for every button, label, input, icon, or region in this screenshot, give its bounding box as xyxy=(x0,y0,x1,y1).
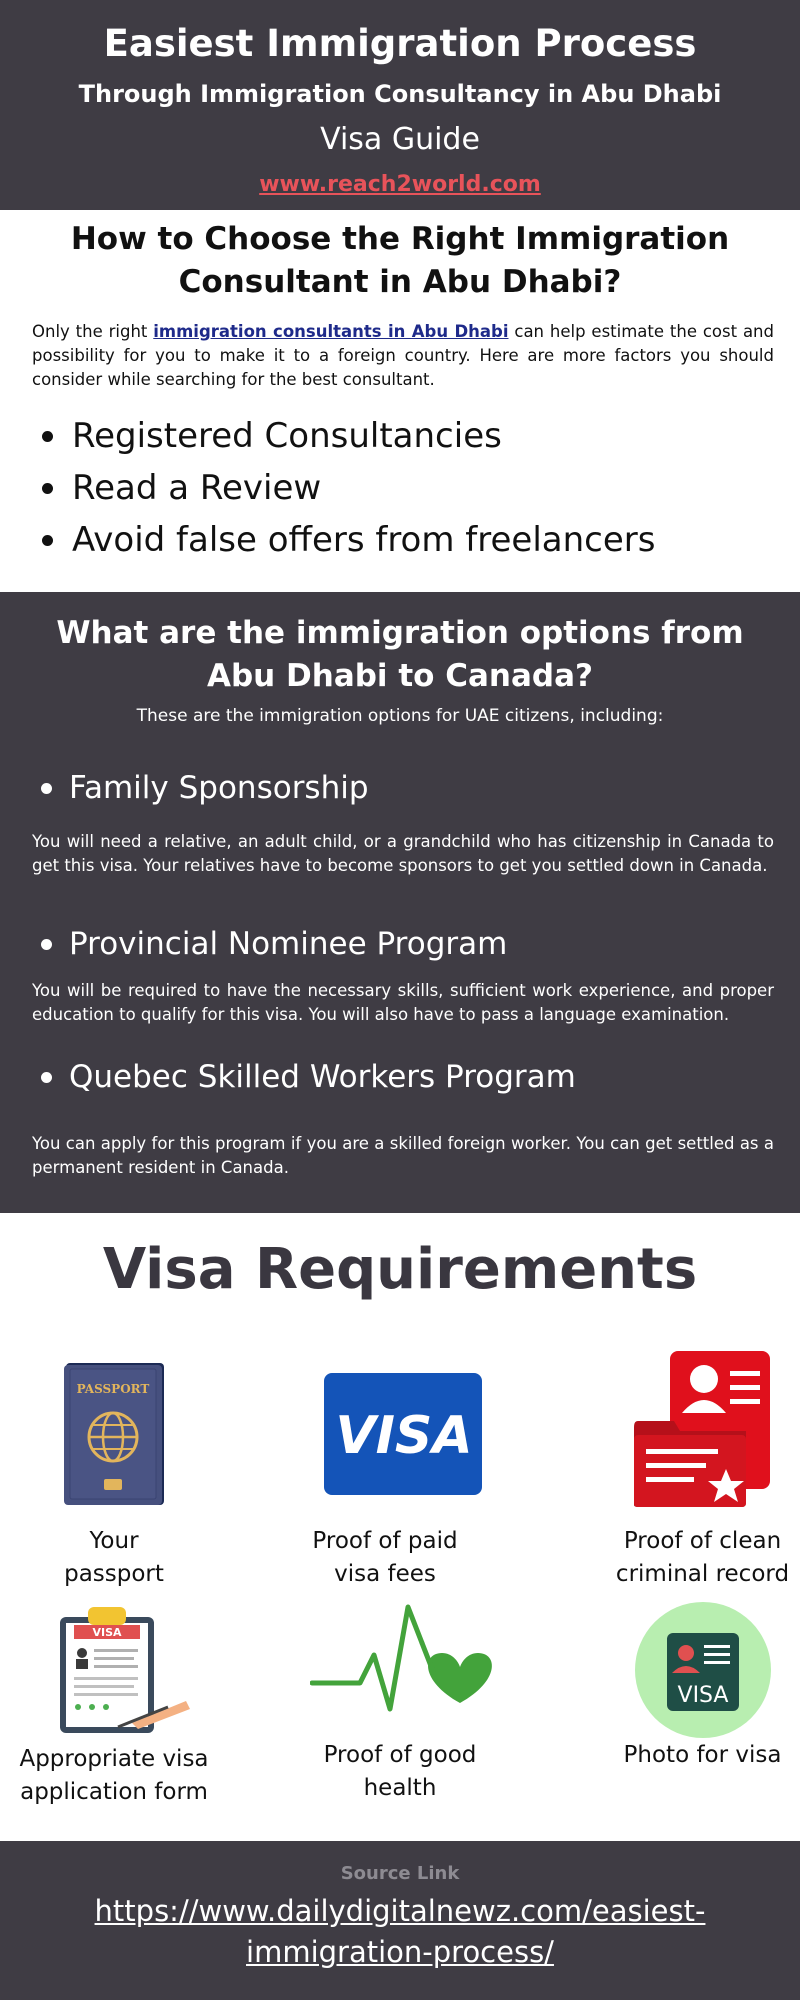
caption-line: criminal record xyxy=(615,1561,790,1587)
visa-photo-icon xyxy=(634,1601,772,1743)
visa-tag-label: VISA xyxy=(92,1626,122,1639)
visa-card-label: VISA xyxy=(335,1406,473,1466)
criminal-record-icon xyxy=(634,1349,774,1513)
page-title: Easiest Immigration Process xyxy=(103,22,697,65)
factor-label: Registered Consultancies xyxy=(72,416,502,456)
caption-line: passport xyxy=(64,1561,164,1587)
requirement-visa-fees-caption xyxy=(270,1525,500,1591)
option-provincial-nominee xyxy=(32,926,507,962)
choose-consultant-paragraph xyxy=(32,320,774,392)
bullet-icon xyxy=(42,483,53,494)
requirement-health-caption xyxy=(285,1739,515,1805)
consultants-link[interactable]: immigration consultants in Abu Dhabi xyxy=(153,322,509,341)
requirements-heading: Visa Requirements xyxy=(102,1237,698,1302)
guide-label: Visa Guide xyxy=(320,122,480,157)
factors-list xyxy=(32,410,655,566)
caption-line: visa fees xyxy=(334,1561,436,1587)
bullet-icon xyxy=(41,939,52,950)
factor-label: Avoid false offers from freelancers xyxy=(72,520,656,560)
para-text-before: Only the right xyxy=(32,322,154,341)
choose-consultant-section xyxy=(0,210,800,592)
bullet-icon xyxy=(41,783,52,794)
immigration-options-section xyxy=(0,592,800,1213)
website-link[interactable]: www.reach2world.com xyxy=(259,172,541,197)
factor-label: Read a Review xyxy=(72,468,322,508)
page-subtitle: Through Immigration Consultancy in Abu Dhabi xyxy=(78,80,722,108)
header-banner xyxy=(0,0,800,210)
caption-line: Your xyxy=(89,1528,139,1554)
list-item xyxy=(32,410,655,462)
requirement-passport-caption xyxy=(0,1525,228,1591)
caption-line: Proof of good xyxy=(323,1742,477,1768)
clipboard-form-icon xyxy=(58,1605,194,1739)
passport-label: PASSPORT xyxy=(76,1382,150,1396)
bullet-icon xyxy=(41,1072,52,1083)
caption-line: Proof of paid xyxy=(312,1528,458,1554)
caption-line: application form xyxy=(20,1779,208,1805)
option-description: You will be required to have the necessary skills, sufficient work experience, and proper education to qualify for this visa. You will also have to pass a language examination. xyxy=(32,981,774,1024)
bullet-icon xyxy=(42,535,53,546)
requirement-criminal-record-caption xyxy=(590,1525,800,1591)
para-text-after: can help estimate the cost and possibility for you to make it to a foreign country. Here are more factors you should consider while searching for the best consultant. xyxy=(32,322,774,389)
options-intro: These are the immigration options for UAE citizens, including: xyxy=(136,706,664,726)
options-heading: What are the immigration options from Abu Dhabi to Canada? xyxy=(56,615,744,694)
health-heartbeat-icon xyxy=(310,1603,502,1743)
caption-line: Photo for visa xyxy=(623,1742,782,1768)
option-description: You can apply for this program if you are a skilled foreign worker. You can get settled as a permanent resident in Canada. xyxy=(32,1134,774,1177)
option-family-sponsorship xyxy=(32,770,369,806)
source-link-label: Source Link xyxy=(340,1863,460,1884)
visa-card-icon xyxy=(324,1373,482,1499)
list-item xyxy=(32,514,655,566)
bullet-icon xyxy=(42,431,53,442)
option-title: Family Sponsorship xyxy=(69,770,369,806)
visa-requirements-section xyxy=(0,1213,800,1841)
list-item xyxy=(32,462,655,514)
footer xyxy=(0,1841,800,2000)
website-link-wrap xyxy=(0,172,800,197)
choose-consultant-heading: How to Choose the Right Immigration Consultant in Abu Dhabi? xyxy=(70,221,730,300)
option-title: Quebec Skilled Workers Program xyxy=(69,1059,576,1095)
source-link[interactable]: https://www.dailydigitalnewz.com/easiest-immigration-process/ xyxy=(94,1894,706,1969)
photo-visa-label: VISA xyxy=(677,1683,729,1708)
option-quebec-skilled xyxy=(32,1059,576,1095)
requirement-application-form-caption xyxy=(0,1743,228,1809)
passport-icon xyxy=(62,1361,166,1511)
caption-line: Appropriate visa xyxy=(19,1746,209,1772)
option-description: You will need a relative, an adult child, or a grandchild who has citizenship in Canada to get this visa. Your relatives have to become sponsors to get you settled down in Canada. xyxy=(32,832,774,875)
caption-line: Proof of clean xyxy=(623,1528,782,1554)
caption-line: health xyxy=(363,1775,437,1801)
option-title: Provincial Nominee Program xyxy=(69,926,508,962)
requirement-photo-caption xyxy=(590,1739,800,1772)
